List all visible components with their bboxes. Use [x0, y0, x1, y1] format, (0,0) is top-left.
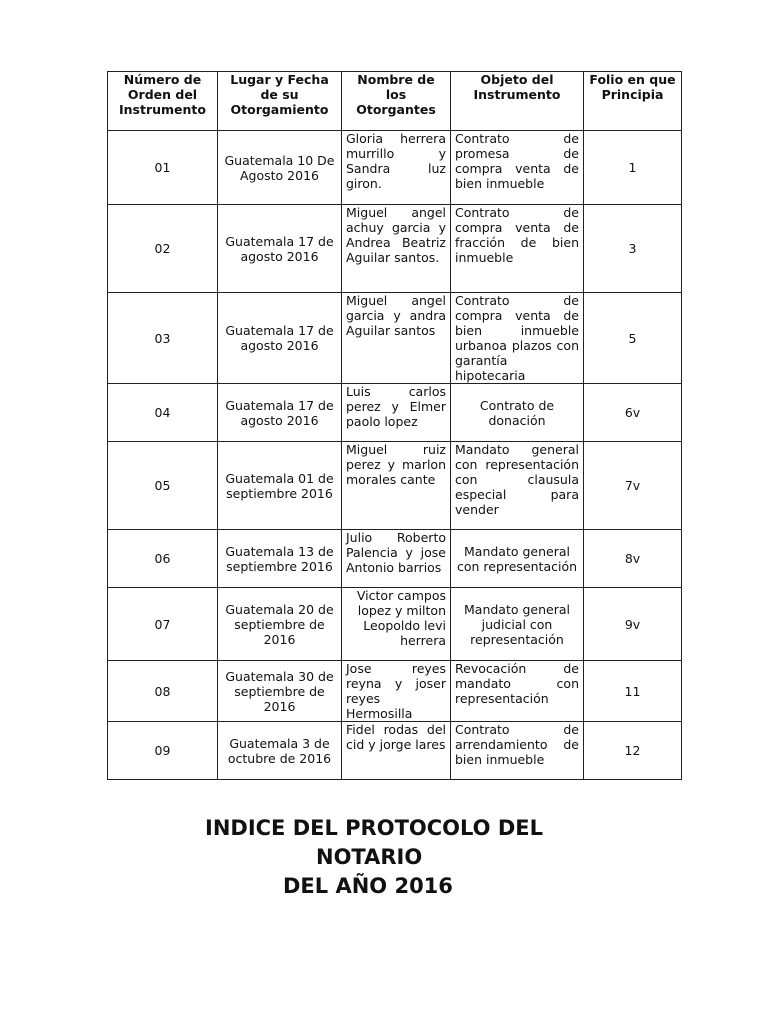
cell-folio: 3	[584, 205, 682, 293]
cell-numero: 03	[108, 293, 218, 384]
cell-objeto: Contrato de compra venta de bien inmueble urbanoa plazos con garantía hipotecaria	[451, 293, 584, 384]
cell-lugar: Guatemala 3 de octubre de 2016	[218, 722, 342, 780]
table-row	[108, 442, 682, 530]
table-row	[108, 530, 682, 588]
cell-lugar: Guatemala 30 de septiembre de 2016	[218, 661, 342, 722]
header-objeto: Objeto del Instrumento	[451, 72, 584, 131]
title-line-3: DEL AÑO 2016	[283, 874, 453, 898]
table-row	[108, 661, 682, 722]
cell-objeto: Mandato general con representación con clausula especial para vender	[451, 442, 584, 530]
header-nombre: Nombre de los Otorgantes	[342, 72, 451, 131]
cell-numero: 09	[108, 722, 218, 780]
cell-nombre: Fidel rodas del cid y jorge lares	[342, 722, 451, 780]
cell-objeto: Contrato de promesa de compra venta de bien inmueble	[451, 131, 584, 205]
table-row	[108, 293, 682, 384]
header-lugar: Lugar y Fecha de su Otorgamiento	[218, 72, 342, 131]
table-row	[108, 384, 682, 442]
cell-numero: 04	[108, 384, 218, 442]
cell-nombre: Miguel angel garcia y andra Aguilar santos	[342, 293, 451, 384]
cell-folio: 7v	[584, 442, 682, 530]
cell-lugar: Guatemala 20 de septiembre de 2016	[218, 588, 342, 661]
cell-nombre: Victor campos lopez y milton Leopoldo levi herrera	[342, 588, 451, 661]
table-row	[108, 205, 682, 293]
cell-folio: 12	[584, 722, 682, 780]
cell-lugar: Guatemala 10 De Agosto 2016	[218, 131, 342, 205]
cell-nombre: Gloria herrera murrillo y Sandra luz giron.	[342, 131, 451, 205]
cell-objeto: Contrato de compra venta de fracción de bien inmueble	[451, 205, 584, 293]
cell-folio: 11	[584, 661, 682, 722]
cell-nombre: Julio Roberto Palencia y jose Antonio barrios	[342, 530, 451, 588]
table-row	[108, 588, 682, 661]
cell-folio: 1	[584, 131, 682, 205]
cell-numero: 07	[108, 588, 218, 661]
table-row	[108, 131, 682, 205]
cell-objeto: Mandato general judicial con representación	[451, 588, 584, 661]
cell-folio: 8v	[584, 530, 682, 588]
cell-nombre: Miguel angel achuy garcia y Andrea Beatriz Aguilar santos.	[342, 205, 451, 293]
cell-objeto: Contrato de donación	[451, 384, 584, 442]
cell-folio: 6v	[584, 384, 682, 442]
cell-lugar: Guatemala 17 de agosto 2016	[218, 205, 342, 293]
document-title	[0, 814, 768, 901]
cell-lugar: Guatemala 13 de septiembre 2016	[218, 530, 342, 588]
protocol-index-table	[107, 71, 682, 780]
cell-objeto: Contrato de arrendamiento de bien inmueble	[451, 722, 584, 780]
table-header-row	[108, 72, 682, 131]
cell-lugar: Guatemala 17 de agosto 2016	[218, 384, 342, 442]
cell-numero: 01	[108, 131, 218, 205]
header-folio: Folio en que Principia	[584, 72, 682, 131]
cell-lugar: Guatemala 01 de septiembre 2016	[218, 442, 342, 530]
cell-objeto: Mandato general con representación	[451, 530, 584, 588]
cell-lugar: Guatemala 17 de agosto 2016	[218, 293, 342, 384]
cell-numero: 05	[108, 442, 218, 530]
header-numero: Número de Orden del Instrumento	[108, 72, 218, 131]
cell-folio: 9v	[584, 588, 682, 661]
cell-nombre: Luis carlos perez y Elmer paolo lopez	[342, 384, 451, 442]
cell-nombre: Jose reyes reyna y joser reyes Hermosilla	[342, 661, 451, 722]
cell-numero: 02	[108, 205, 218, 293]
title-line-1: INDICE DEL PROTOCOLO DEL	[205, 816, 543, 840]
title-line-2: NOTARIO	[316, 845, 423, 869]
table-row	[108, 722, 682, 780]
cell-numero: 06	[108, 530, 218, 588]
cell-numero: 08	[108, 661, 218, 722]
cell-nombre: Miguel ruiz perez y marlon morales cante	[342, 442, 451, 530]
cell-folio: 5	[584, 293, 682, 384]
cell-objeto: Revocación de mandato con representación	[451, 661, 584, 722]
